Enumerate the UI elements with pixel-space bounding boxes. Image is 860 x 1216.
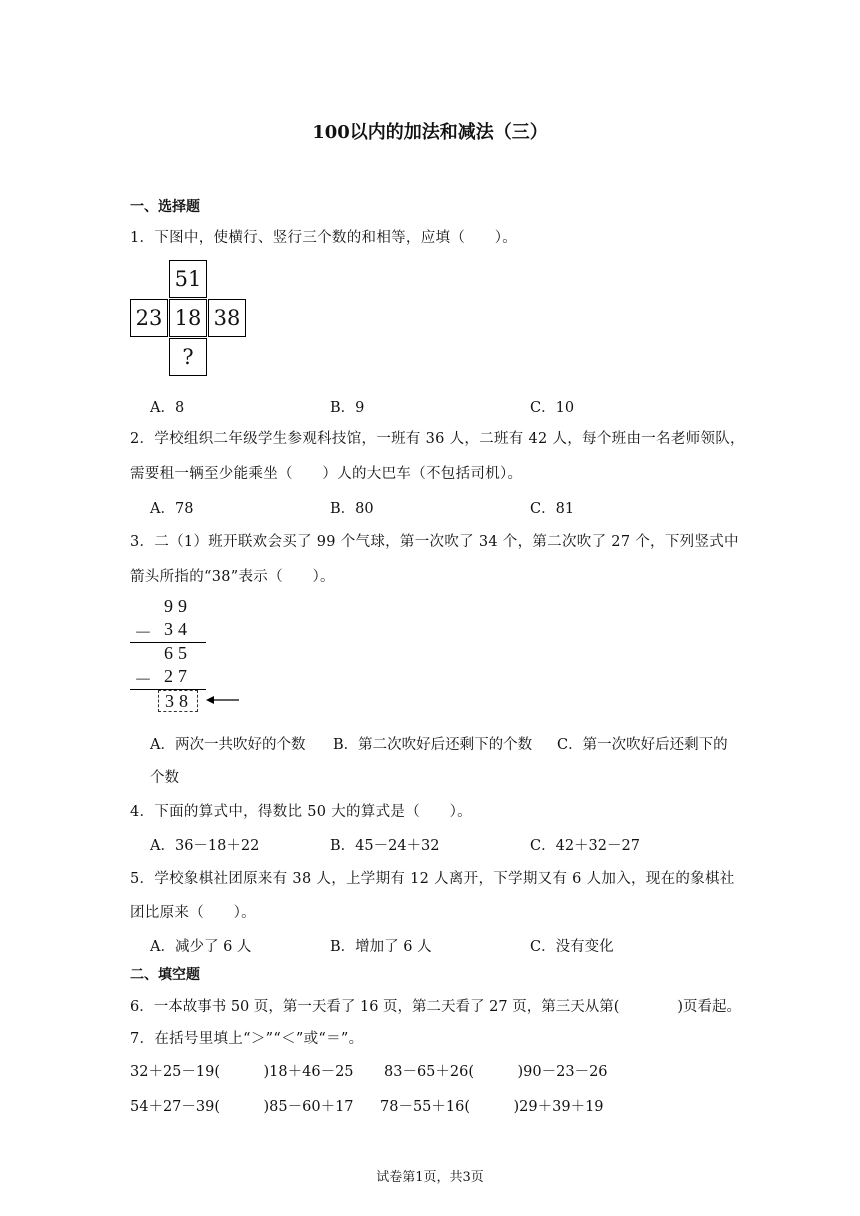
question-3-line-1: 3．二（1）班开联欢会买了 99 个气球，第一次吹了 34 个，第二次吹了 27 个，下列竖式中 <box>130 534 739 550</box>
question-3-line-2: 箭头所指的“38”表示（ ）。 <box>130 569 335 585</box>
question-5-line-1: 5．学校象棋社团原来有 38 人，上学期有 12 人离开，下学期又有 6 人加入，现在的象棋社 <box>130 871 735 887</box>
vertical-row-65: 65 <box>164 643 192 663</box>
vertical-row-27: 27 <box>164 666 192 686</box>
question-6-text: 6．一本故事书 50 页，第一天看了 16 页，第二天看了 27 页，第三天从第( )页看起。 <box>130 999 742 1015</box>
left-arrow-icon <box>206 693 240 707</box>
q2-option-c: C．81 <box>530 501 575 517</box>
question-1-text: 1．下图中，使横行、竖行三个数的和相等，应填（ ）。 <box>130 230 518 246</box>
question-2-line-2: 需要租一辆至少能乘坐（ ）人的大巴车（不包括司机）。 <box>130 466 523 482</box>
q4-option-b: B．45－24＋32 <box>330 838 440 854</box>
page-title: 100以内的加法和减法（三） <box>312 122 548 143</box>
page-footer: 试卷第1页，共3页 <box>376 1170 484 1185</box>
q5-option-b: B．增加了 6 人 <box>330 939 432 955</box>
q1-option-c: C．10 <box>530 400 575 416</box>
q1-option-b: B．9 <box>330 400 365 416</box>
compare-expression: 78－55＋16( )29＋39＋19 <box>380 1099 604 1115</box>
compare-expression: 54＋27－39( )85－60＋17 <box>130 1099 354 1115</box>
q2-option-a: A．78 <box>150 501 194 517</box>
grid-cell-top: 51 <box>169 260 207 298</box>
grid-cell-right: 38 <box>208 299 246 337</box>
q3-option-c: C．第一次吹好后还剩下的 <box>557 737 728 753</box>
question-7-text: 7．在括号里填上“＞”“＜”或“＝”。 <box>130 1031 364 1047</box>
q4-option-c: C．42＋32－27 <box>530 838 640 854</box>
grid-cell-center: 18 <box>169 299 207 337</box>
question-5-line-2: 团比原来（ ）。 <box>130 905 256 921</box>
grid-cell-left: 23 <box>130 299 168 337</box>
q3-option-a: A．两次一共吹好的个数 <box>150 737 306 753</box>
minus-sign: － <box>134 623 152 643</box>
q4-option-a: A．36－18＋22 <box>150 838 260 854</box>
q5-option-c: C．没有变化 <box>530 939 614 955</box>
grid-cell-bottom: ? <box>169 338 207 376</box>
q3-option-b: B．第二次吹好后还剩下的个数 <box>333 737 533 753</box>
vertical-row-99: 99 <box>164 596 192 616</box>
q3-option-c-wrap: 个数 <box>150 770 179 786</box>
vertical-row-34: 34 <box>164 619 192 639</box>
compare-expression: 32＋25－19( )18＋46－25 <box>130 1064 354 1080</box>
q2-option-b: B．80 <box>330 501 374 517</box>
question-4-text: 4．下面的算式中，得数比 50 大的算式是（ ）。 <box>130 804 472 820</box>
minus-sign: － <box>134 670 152 690</box>
q5-option-a: A．减少了 6 人 <box>150 939 252 955</box>
vertical-result-38-box: 38 <box>158 690 198 712</box>
section-choice-heading: 一、选择题 <box>130 199 200 215</box>
section-fill-heading: 二、填空题 <box>130 967 200 983</box>
q1-option-a: A．8 <box>150 400 185 416</box>
question-2-line-1: 2．学校组织二年级学生参观科技馆，一班有 36 人，二班有 42 人，每个班由一名老师领队， <box>130 431 745 447</box>
compare-expression: 83－65＋26( )90－23－26 <box>384 1064 608 1080</box>
